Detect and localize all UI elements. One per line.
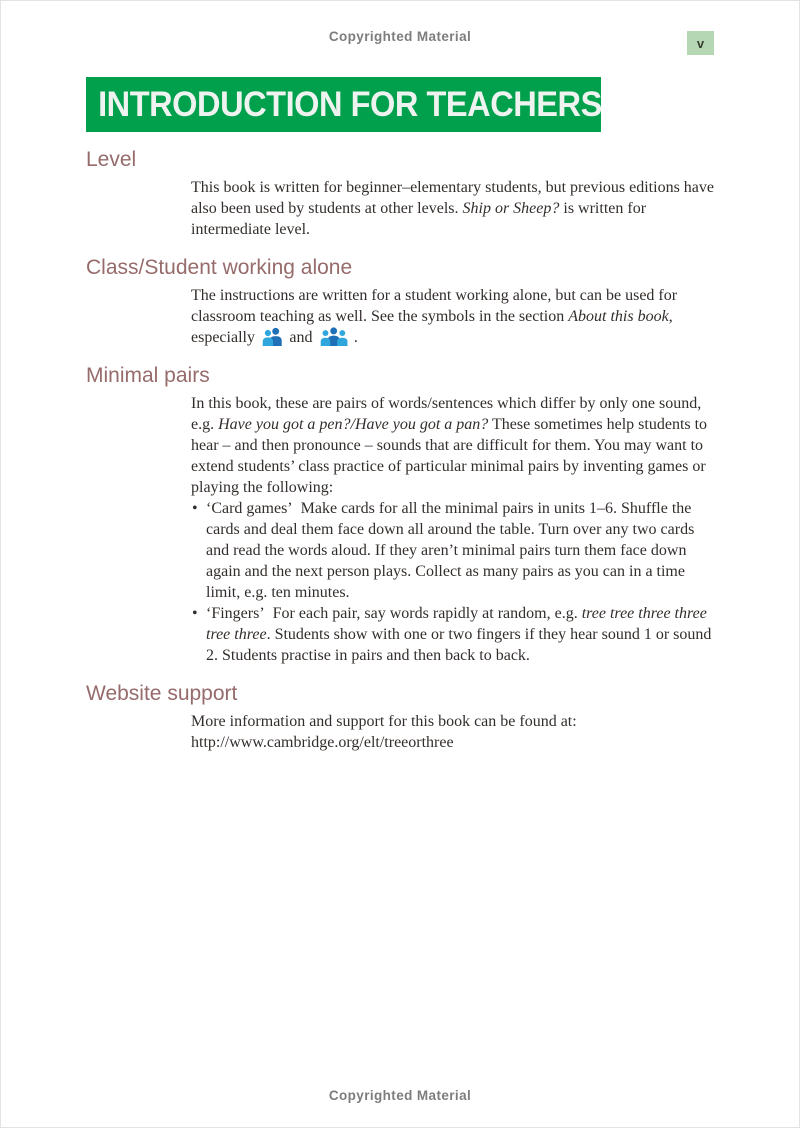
text-run: This book is written for beginner–elementary students, but previous editions have also been used by students at other levels.: [191, 179, 714, 217]
text-run: ‘Fingers’ For each pair, say words rapidly at random, e.g.: [206, 605, 582, 622]
section-class-student-working-alone: [1, 255, 799, 348]
paragraph: [191, 177, 715, 240]
content: [1, 147, 799, 753]
bullet-item: [191, 498, 715, 603]
section-body-level: [191, 177, 715, 240]
bullet-item-text: [206, 605, 711, 664]
text-run: In this book, these are pairs of words/sentences which differ by only one sound, e.g.: [191, 395, 702, 433]
italic-text-run: Have you got a pen?/Have you got a pan?: [218, 416, 489, 433]
bullet-item: [191, 603, 715, 666]
heading-class-student-working-alone: Class/Student working alone: [86, 256, 353, 279]
text-run: is written for intermediate level.: [191, 200, 647, 238]
paragraph: [191, 711, 715, 753]
section-minimal-pairs: [1, 363, 799, 666]
bullet-marker: •: [192, 605, 198, 622]
pairwork-icon: [261, 327, 283, 348]
bullet-marker: •: [192, 500, 198, 517]
text-run: These sometimes help students to hear – and then pronounce – sounds that are difficult for them. You may want to extend students’ class practice of particular minimal pairs by inventing games or playing the following:: [191, 416, 708, 496]
groupwork-icon: [319, 327, 348, 348]
section-website-support: [1, 681, 799, 753]
paragraph: [191, 285, 715, 348]
page-number-badge: [687, 31, 714, 55]
bullet-list: [191, 498, 715, 666]
text-run: .: [349, 329, 358, 346]
section-body-website-support: [191, 711, 715, 753]
section-level: [1, 147, 799, 240]
text-run: , especially: [191, 308, 673, 346]
italic-text-run: About this book: [568, 308, 669, 325]
section-body-class-student-working-alone: [191, 285, 715, 348]
page-number: v: [696, 35, 705, 51]
text-run: More information and support for this book can be found at:: [191, 713, 577, 730]
text-run: . Students show with one or two fingers if they hear sound 1 or sound 2. Students practise in pairs and then back to back.: [206, 626, 712, 664]
chapter-title: INTRODUCTION FOR TEACHERS: [98, 84, 602, 124]
bullet-item-text: [206, 500, 694, 601]
heading-minimal-pairs: Minimal pairs: [86, 364, 210, 387]
italic-text-run: Ship or Sheep?: [462, 200, 560, 217]
section-body-minimal-pairs: [191, 393, 715, 666]
paragraph: [191, 393, 715, 498]
copyright-watermark-top: Copyrighted Material: [328, 29, 472, 44]
text-run: ‘Card games’ Make cards for all the minimal pairs in units 1–6. Shuffle the cards and deal them face down all around the table. Turn over any two cards and read the words aloud. If they aren’t minimal pairs turn them face down again and the next person plays. Collect as many pairs as you can in a time limit, e.g. ten minutes.: [206, 500, 695, 601]
heading-website-support: Website support: [86, 682, 238, 705]
copyright-watermark-bottom: Copyrighted Material: [328, 1088, 472, 1103]
text-run: The instructions are written for a student working alone, but can be used for classroom teaching as well. See the symbols in the section: [191, 287, 678, 325]
heading-level: Level: [86, 148, 137, 171]
website-url: http://www.cambridge.org/elt/treeorthree: [191, 734, 454, 751]
chapter-banner: [86, 77, 601, 132]
text-run: and: [285, 329, 317, 346]
italic-text-run: tree tree three three tree three: [206, 605, 707, 643]
